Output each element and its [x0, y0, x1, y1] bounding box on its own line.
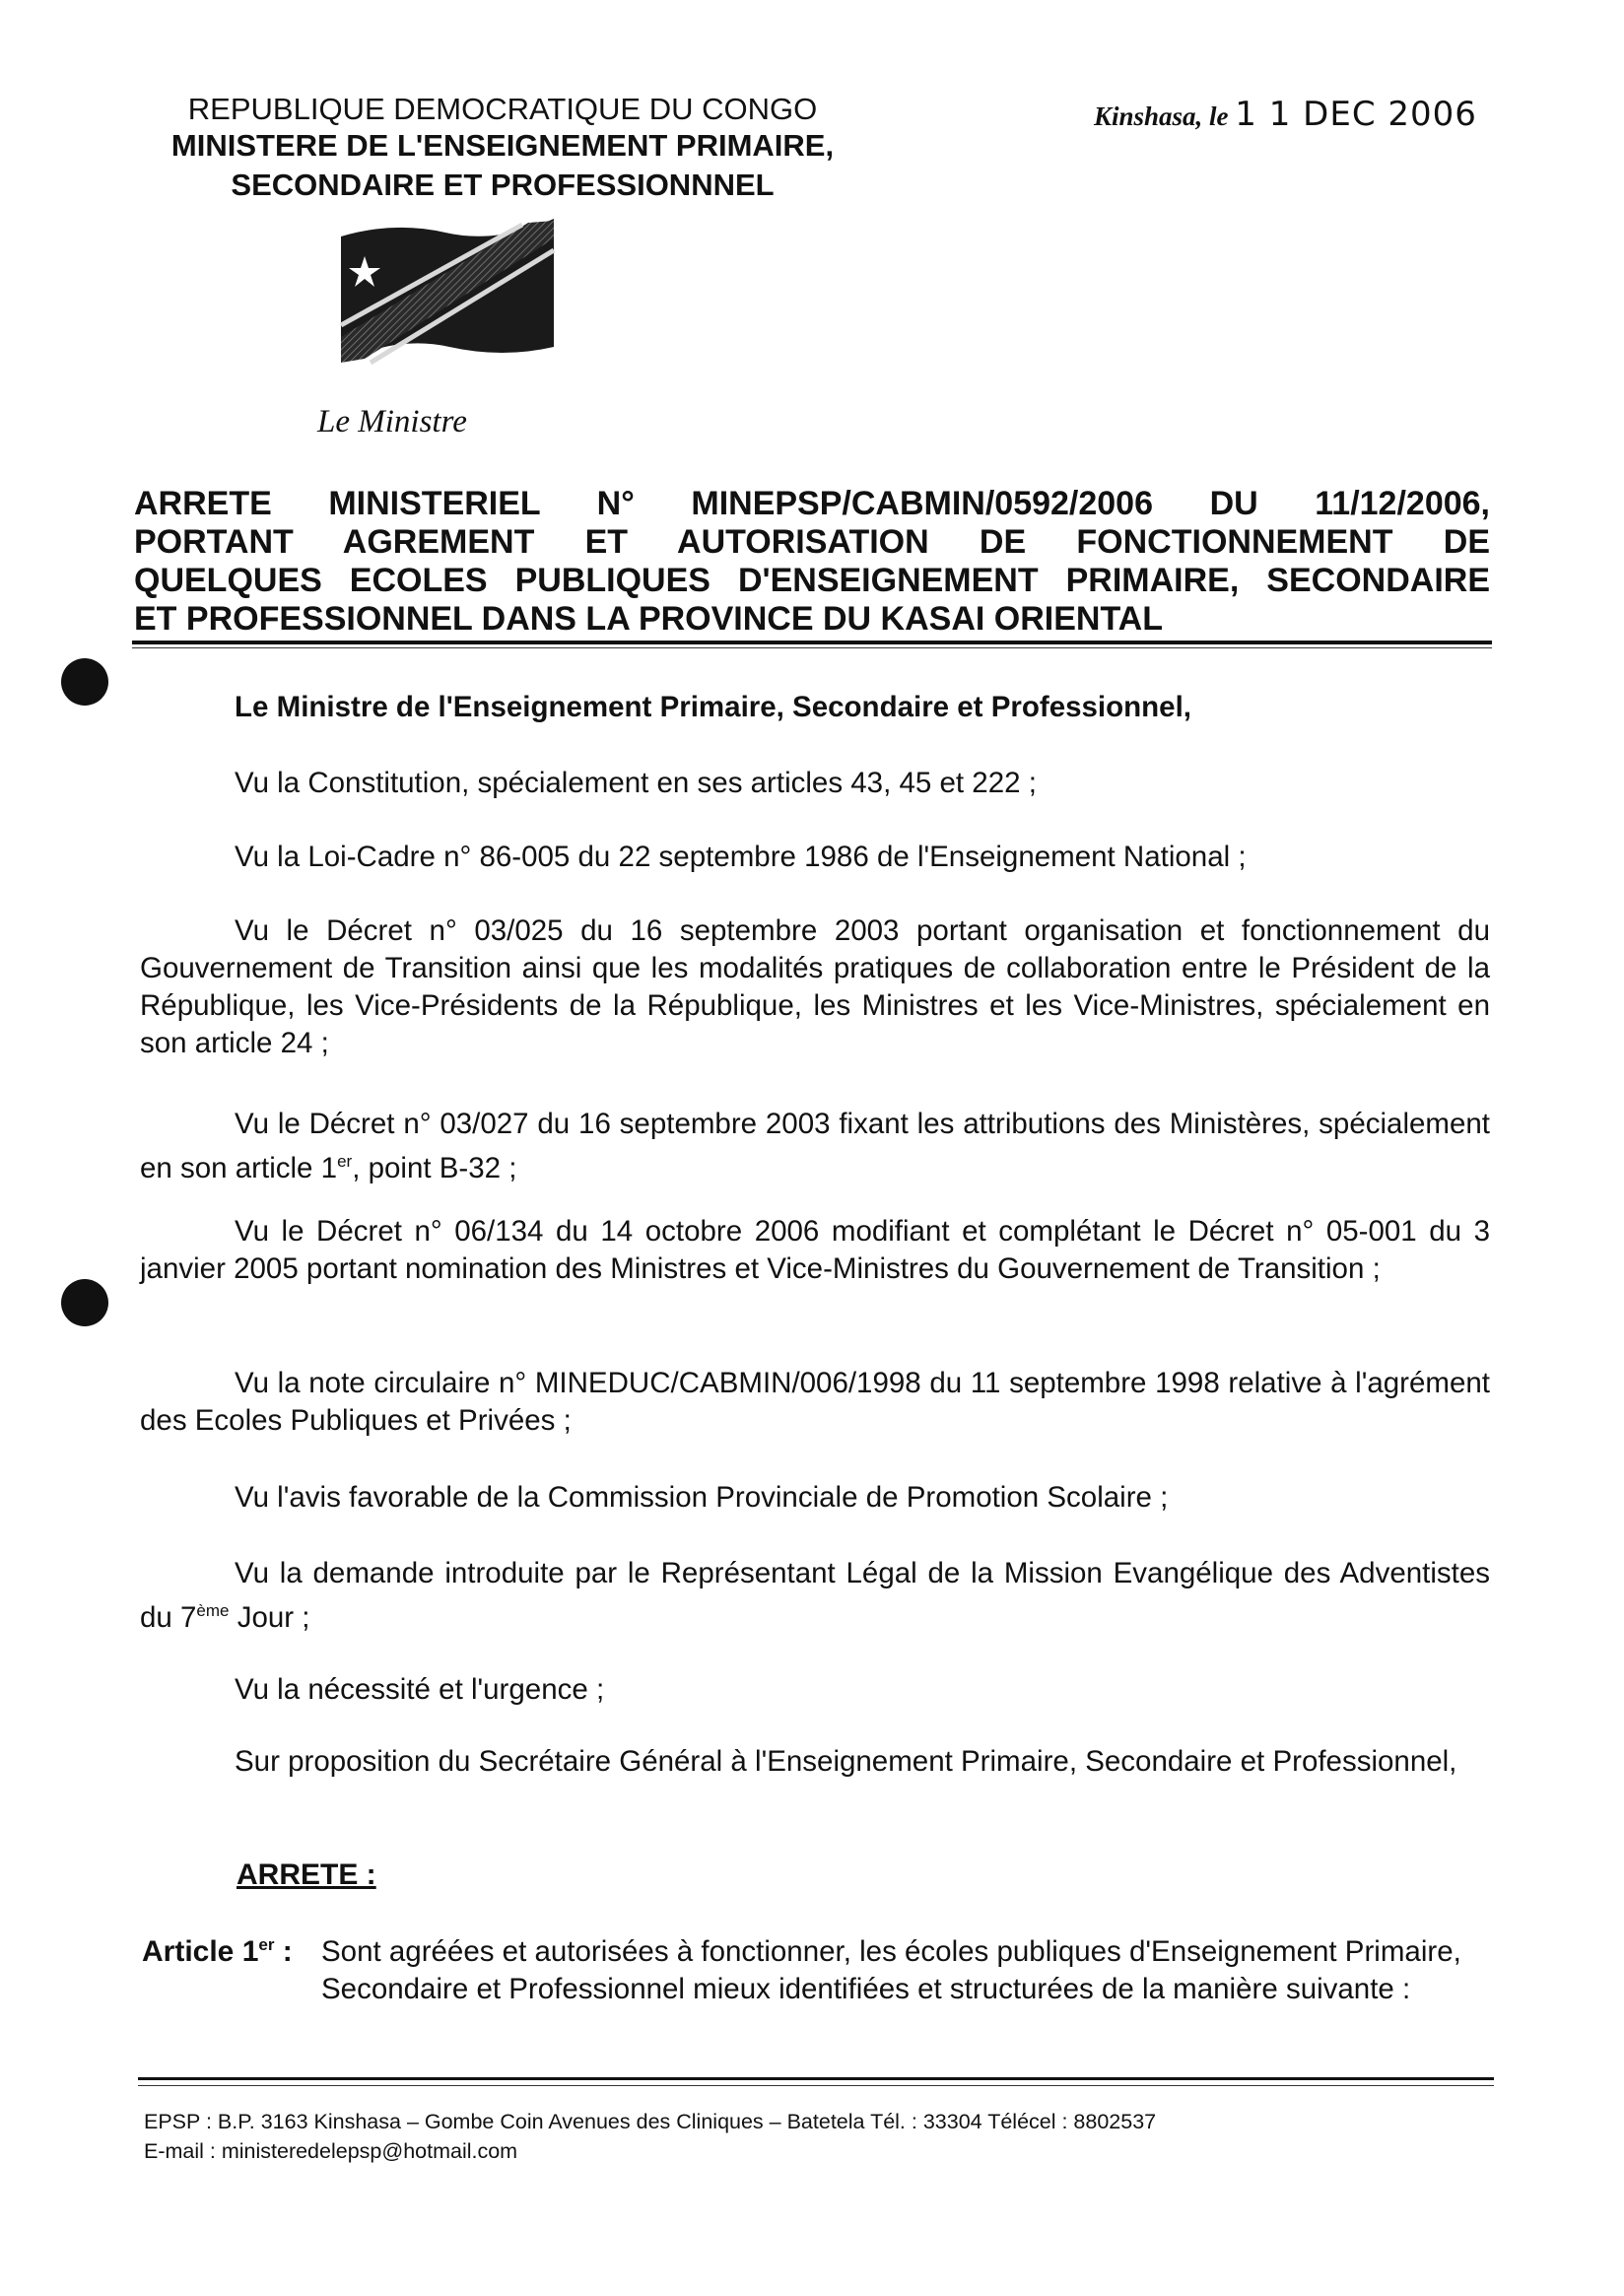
country-name: REPUBLIQUE DEMOCRATIQUE DU CONGO — [187, 92, 818, 126]
decree-title-line4: ET PROFESSIONNEL DANS LA PROVINCE DU KASAI ORIENTAL — [134, 600, 1164, 638]
signatory-title: Le Ministre — [317, 404, 467, 439]
date-stamp: 1 1 DEC 2006 — [1235, 95, 1477, 134]
arrete-heading: ARRETE : — [237, 1858, 376, 1891]
decree-title — [134, 485, 1490, 639]
drc-flag-emblem — [335, 209, 560, 381]
punch-hole-mark — [61, 1279, 108, 1326]
punch-hole-mark — [61, 658, 108, 706]
considerant-constitution: Vu la Constitution, spécialement en ses articles 43, 45 et 222 ; — [235, 767, 1037, 799]
considerant-avis-commission: Vu l'avis favorable de la Commission Provinciale de Promotion Scolaire ; — [235, 1481, 1169, 1514]
vu4-text: Vu le Décret n° 03/027 du 16 septembre 2003 fixant les attributions des Ministères, spécialement en son article 1 — [140, 1108, 1490, 1184]
article-1-text: Sont agréées et autorisées à fonctionner, les écoles publiques d'Enseignement Primaire, Secondaire et Professionnel mieux identifiées et structurées de la manière suivante : — [321, 1935, 1461, 2005]
footer-address: EPSP : B.P. 3163 Kinshasa – Gombe Coin Avenues des Cliniques – Batetela Tél. : 33304 Télécel : 8802537 — [144, 2110, 1157, 2133]
ministry-name-line2: SECONDAIRE ET PROFESSIONNNEL — [231, 168, 775, 202]
considerant-note-circulaire: Vu la note circulaire n° MINEDUC/CABMIN/006/1998 du 11 septembre 1998 relative à l'agrément des Ecoles Publiques et Privées ; — [140, 1367, 1490, 1437]
considerant-decret-03-025: Vu le Décret n° 03/025 du 16 septembre 2003 portant organisation et fonctionnement du Gouvernement de Transition ainsi que les modalités pratiques de collaboration entre le Président de la République, les Vice-Présidents de la République, les Ministres et les Vice-Ministres, spécialement en son article 24 ; — [140, 914, 1490, 1059]
title-underline-thin — [132, 647, 1492, 648]
title-underline — [132, 641, 1492, 644]
footer-rule-thick — [138, 2077, 1494, 2080]
document-date — [1094, 95, 1477, 134]
footer-email: E-mail : ministeredelepsp@hotmail.com — [144, 2139, 518, 2163]
considerant-demande: Vu la demande introduite par le Représentant Légal de la Mission Evangélique des Adventistes du 7ème Jour ; — [140, 1557, 1490, 1634]
considerant-loi-cadre: Vu la Loi-Cadre n° 86-005 du 22 septembre 1986 de l'Enseignement National ; — [235, 841, 1247, 873]
footer-rule-thin — [138, 2085, 1494, 2086]
ministry-name-line1: MINISTERE DE L'ENSEIGNEMENT PRIMAIRE, — [170, 128, 835, 163]
preamble-intro: Le Ministre de l'Enseignement Primaire, Secondaire et Professionnel, — [235, 691, 1191, 723]
decree-title-line1: ARRETE MINISTERIEL N° MINEPSP/CABMIN/0592/2006 DU 11/12/2006, — [134, 485, 1490, 522]
article-1-label: Article 1er : — [142, 1935, 293, 1968]
date-prefix: Kinshasa, le — [1094, 101, 1229, 131]
decree-title-line3: QUELQUES ECOLES PUBLIQUES D'ENSEIGNEMENT PRIMAIRE, SECONDAIRE — [134, 562, 1490, 599]
decree-title-line2: PORTANT AGREMENT ET AUTORISATION DE FONCTIONNEMENT DE — [134, 523, 1490, 561]
considerant-urgence: Vu la nécessité et l'urgence ; — [235, 1673, 605, 1706]
considerant-decret-03-027: Vu le Décret n° 03/027 du 16 septembre 2003 fixant les attributions des Ministères, spécialement en son article 1er, point B-32 ; — [140, 1108, 1490, 1184]
considerant-decret-06-134: Vu le Décret n° 06/134 du 14 octobre 2006 modifiant et complétant le Décret n° 05-001 du 3 janvier 2005 portant nomination des Ministres et Vice-Ministres du Gouvernement de Transition ; — [140, 1215, 1490, 1285]
considerant-proposition: Sur proposition du Secrétaire Général à l'Enseignement Primaire, Secondaire et Professionnel, — [235, 1745, 1457, 1778]
